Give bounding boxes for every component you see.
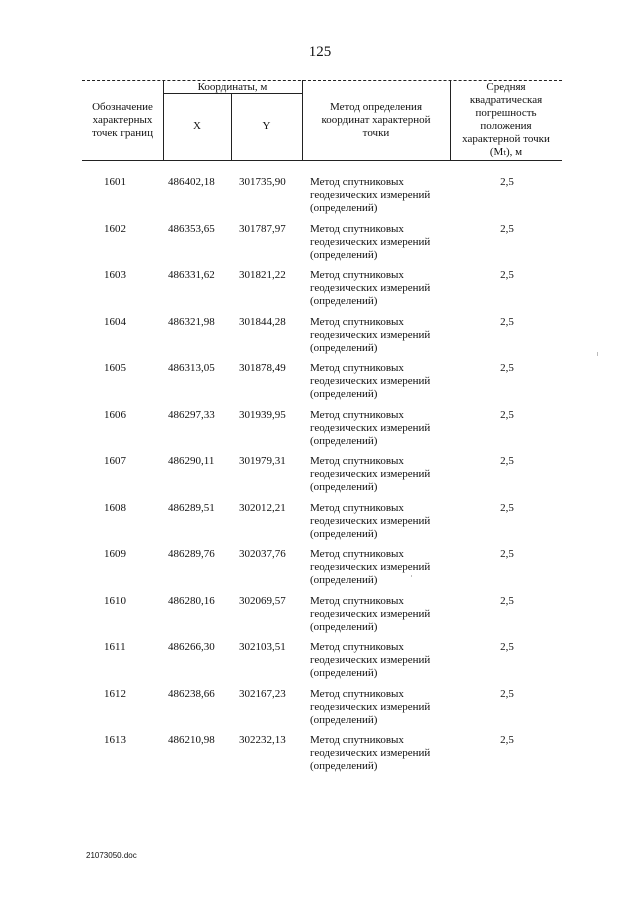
point-id: 1613	[104, 734, 126, 746]
method-line: (определений)	[310, 248, 378, 261]
table-row	[82, 688, 562, 735]
coordinate-x: 486266,30	[168, 641, 215, 653]
header-line: Обозначение	[92, 101, 153, 113]
point-id: 1608	[104, 501, 126, 514]
method-line: геодезических измерений	[310, 747, 431, 759]
footer-filename: 21073050.doc	[86, 851, 137, 860]
coordinate-y: 301787,97	[239, 222, 286, 235]
header-accuracy	[450, 81, 562, 159]
table-row	[82, 269, 562, 316]
header-line: положения	[480, 120, 532, 132]
table-row	[82, 595, 562, 642]
method-line: Метод спутниковых	[310, 269, 404, 281]
point-id: 1611	[104, 641, 126, 653]
accuracy: 2,5	[500, 315, 514, 328]
accuracy: 2,5	[500, 222, 514, 235]
point-id: 1605	[104, 362, 126, 374]
coordinate-y: 301939,95	[239, 408, 286, 421]
header-point-designation	[82, 101, 163, 140]
method	[310, 269, 460, 308]
coordinate-y: 301735,90	[239, 176, 286, 188]
accuracy: 2,5	[500, 408, 514, 421]
method-line: (определений)	[310, 713, 378, 726]
header-line: (Mₜ), м	[489, 146, 523, 158]
coordinate-y: 302232,13	[239, 734, 286, 746]
method-line: (определений)	[310, 620, 378, 633]
table-row	[82, 362, 562, 409]
coordinate-x: 486353,65	[168, 222, 215, 235]
accuracy: 2,5	[500, 501, 514, 514]
method-line: Метод спутниковых	[310, 176, 404, 188]
method-line: Метод спутниковых	[310, 687, 404, 700]
header-line: Метод определения	[329, 101, 423, 113]
method-line: Метод спутниковых	[310, 222, 404, 235]
coordinate-x: 486210,98	[168, 734, 215, 746]
method-line: геодезических измерений	[310, 468, 431, 480]
coordinate-y: 301821,22	[239, 269, 286, 281]
method	[310, 362, 460, 401]
point-id: 1607	[104, 455, 126, 467]
table-row	[82, 641, 562, 688]
method-line: (определений)	[310, 481, 378, 493]
method	[310, 641, 460, 680]
method-line: (определений)	[310, 295, 378, 307]
coordinate-x: 486280,16	[168, 594, 215, 607]
table-row	[82, 548, 562, 595]
method-line: (определений)	[310, 574, 378, 586]
coordinate-x: 486290,11	[168, 455, 215, 467]
coordinate-y: 302037,76	[239, 548, 286, 560]
point-id: 1604	[104, 315, 126, 328]
point-id: 1601	[104, 176, 126, 188]
method-line: Метод спутниковых	[310, 641, 404, 653]
method	[310, 734, 460, 773]
header-line: координат характерной	[321, 114, 431, 126]
point-id: 1603	[104, 269, 126, 281]
coordinate-x: 486321,98	[168, 315, 215, 328]
method-line: геодезических измерений	[310, 607, 431, 620]
method-line: (определений)	[310, 341, 378, 354]
header-line: характерных	[92, 114, 153, 126]
coordinate-y: 301844,28	[239, 315, 286, 328]
method-line: Метод спутниковых	[310, 455, 404, 467]
coordinate-x: 486238,66	[168, 687, 215, 700]
table-row	[82, 223, 562, 270]
table-row	[82, 409, 562, 456]
header-line: Средняя	[486, 81, 526, 93]
method	[310, 688, 460, 727]
accuracy: 2,5	[500, 594, 514, 607]
method	[310, 455, 460, 494]
header-x: X	[193, 120, 201, 132]
method	[310, 595, 460, 634]
page-number: 125	[308, 44, 332, 60]
method-line: геодезических измерений	[310, 700, 431, 713]
coordinate-y: 301979,31	[239, 455, 286, 467]
point-id: 1609	[104, 548, 126, 560]
method-line: (определений)	[310, 760, 378, 772]
coordinate-x: 486289,76	[168, 548, 215, 560]
method-line: Метод спутниковых	[310, 408, 404, 421]
method	[310, 316, 460, 355]
header-bottom-rule	[82, 160, 562, 161]
method	[310, 223, 460, 262]
method-line: (определений)	[310, 434, 378, 447]
header-line: точек границ	[92, 127, 153, 139]
table-row	[82, 455, 562, 502]
method-line: (определений)	[310, 388, 378, 400]
method-line: геодезических измерений	[310, 189, 431, 201]
method-line: геодезических измерений	[310, 654, 431, 666]
header-coordinates: Координаты, м	[197, 81, 268, 93]
method-line: Метод спутниковых	[310, 315, 404, 328]
method-line: (определений)	[310, 667, 378, 679]
coordinate-y: 301878,49	[239, 362, 286, 374]
point-id: 1602	[104, 222, 126, 235]
coordinate-x: 486331,62	[168, 269, 215, 281]
coordinate-x: 486289,51	[168, 501, 215, 514]
method-line: (определений)	[310, 202, 378, 214]
table-row	[82, 502, 562, 549]
point-id: 1610	[104, 594, 126, 607]
coordinate-y: 302069,57	[239, 594, 286, 607]
method-line: Метод спутниковых	[310, 362, 404, 374]
method-line: Метод спутниковых	[310, 594, 404, 607]
header-y: Y	[262, 120, 271, 132]
method-line: геодезических измерений	[310, 561, 431, 573]
method-line: Метод спутниковых	[310, 548, 404, 560]
method-line: геодезических измерений	[310, 375, 431, 387]
table-row	[82, 176, 562, 223]
method-line: Метод спутниковых	[310, 734, 404, 746]
accuracy: 2,5	[500, 641, 514, 653]
header-line: точки	[362, 127, 390, 139]
method	[310, 548, 460, 587]
header-method	[302, 101, 450, 140]
coordinate-y: 302012,21	[239, 501, 286, 514]
scan-speck	[411, 575, 412, 577]
method-line: геодезических измерений	[310, 282, 431, 294]
header-line: погрешность	[475, 107, 537, 119]
method-line: геодезических измерений	[310, 328, 431, 341]
table-row	[82, 734, 562, 781]
accuracy: 2,5	[500, 548, 514, 560]
coordinate-x: 486313,05	[168, 362, 215, 374]
coordinate-x: 486402,18	[168, 176, 215, 188]
method-line: Метод спутниковых	[310, 501, 404, 514]
coordinate-y: 302167,23	[239, 687, 286, 700]
accuracy: 2,5	[500, 455, 514, 467]
method	[310, 502, 460, 541]
accuracy: 2,5	[500, 362, 514, 374]
coordinate-x: 486297,33	[168, 408, 215, 421]
method-line: геодезических измерений	[310, 514, 431, 527]
accuracy: 2,5	[500, 269, 514, 281]
scan-speck	[597, 352, 598, 356]
point-id: 1612	[104, 687, 126, 700]
accuracy: 2,5	[500, 734, 514, 746]
header-line: характерной точки	[462, 133, 550, 145]
accuracy: 2,5	[500, 176, 514, 188]
method	[310, 176, 460, 215]
method-line: геодезических измерений	[310, 421, 431, 434]
table-body	[82, 176, 562, 781]
accuracy: 2,5	[500, 687, 514, 700]
table-row	[82, 316, 562, 363]
method-line: (определений)	[310, 527, 378, 540]
method	[310, 409, 460, 448]
coordinate-y: 302103,51	[239, 641, 286, 653]
header-line: квадратическая	[469, 94, 543, 106]
method-line: геодезических измерений	[310, 235, 431, 248]
point-id: 1606	[104, 408, 126, 421]
